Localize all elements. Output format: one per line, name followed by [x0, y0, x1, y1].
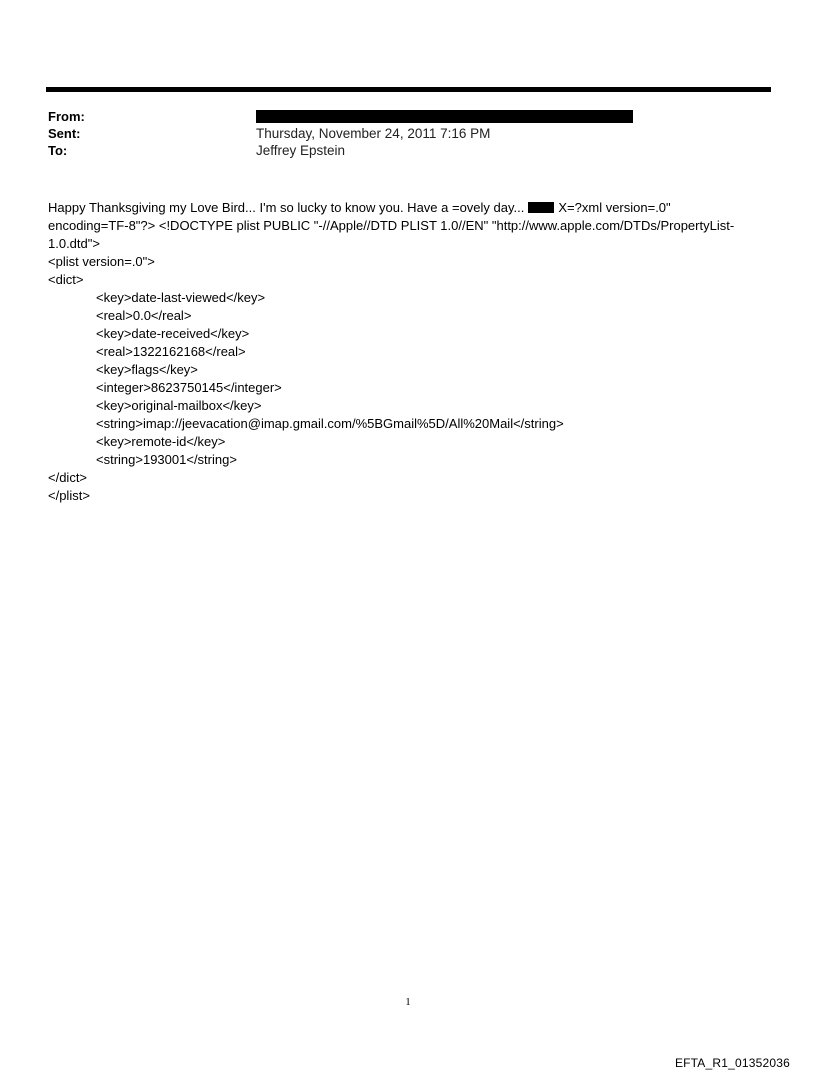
- email-header: [48, 108, 768, 159]
- message-text-end: X=?xml version=.0": [558, 200, 671, 215]
- message-line: <dict>: [48, 272, 84, 287]
- plist-entry: <real>0.0</real>: [96, 308, 192, 323]
- sent-value: Thursday, November 24, 2011 7:16 PM: [256, 126, 491, 141]
- to-label: To:: [48, 143, 68, 158]
- plist-entry: <real>1322162168</real>: [96, 344, 246, 359]
- from-row: [48, 108, 768, 125]
- redacted-sender: [256, 110, 633, 123]
- plist-entry: <key>flags</key>: [96, 362, 198, 377]
- message-line: </dict>: [48, 470, 88, 485]
- plist-entry: <key>original-mailbox</key>: [96, 398, 262, 413]
- message-line: [48, 199, 768, 217]
- plist-entry: <string>imap://jeevacation@imap.gmail.com/%5BGmail%5D/All%20Mail</string>: [96, 416, 564, 431]
- page-number: 1: [405, 996, 411, 1008]
- redacted-inline: [528, 202, 554, 213]
- plist-entry: <key>remote-id</key>: [96, 434, 226, 449]
- from-label: From:: [48, 109, 85, 124]
- to-value: Jeffrey Epstein: [256, 143, 346, 158]
- document-id: EFTA_R1_01352036: [674, 1056, 790, 1070]
- message-line: <plist version=.0">: [48, 254, 155, 269]
- message-line: encoding=TF-8"?> <!DOCTYPE plist PUBLIC "-//Apple//DTD PLIST 1.0//EN" "http://www.apple.com/DTDs/PropertyList-: [48, 218, 735, 233]
- plist-entry: <key>date-received</key>: [96, 326, 250, 341]
- message-text-start: Happy Thanksgiving my Love Bird... I'm so lucky to know you. Have a =ovely day...: [48, 200, 525, 215]
- sent-row: [48, 125, 768, 142]
- plist-entry: <key>date-last-viewed</key>: [96, 290, 266, 305]
- message-line: </plist>: [48, 488, 90, 503]
- plist-entry: <integer>8623750145</integer>: [96, 380, 282, 395]
- plist-entry: <string>193001</string>: [96, 452, 237, 467]
- message-body: [48, 199, 768, 505]
- to-row: [48, 142, 768, 159]
- sent-label: Sent:: [48, 126, 81, 141]
- header-rule: [46, 87, 771, 92]
- message-line: 1.0.dtd">: [48, 236, 100, 251]
